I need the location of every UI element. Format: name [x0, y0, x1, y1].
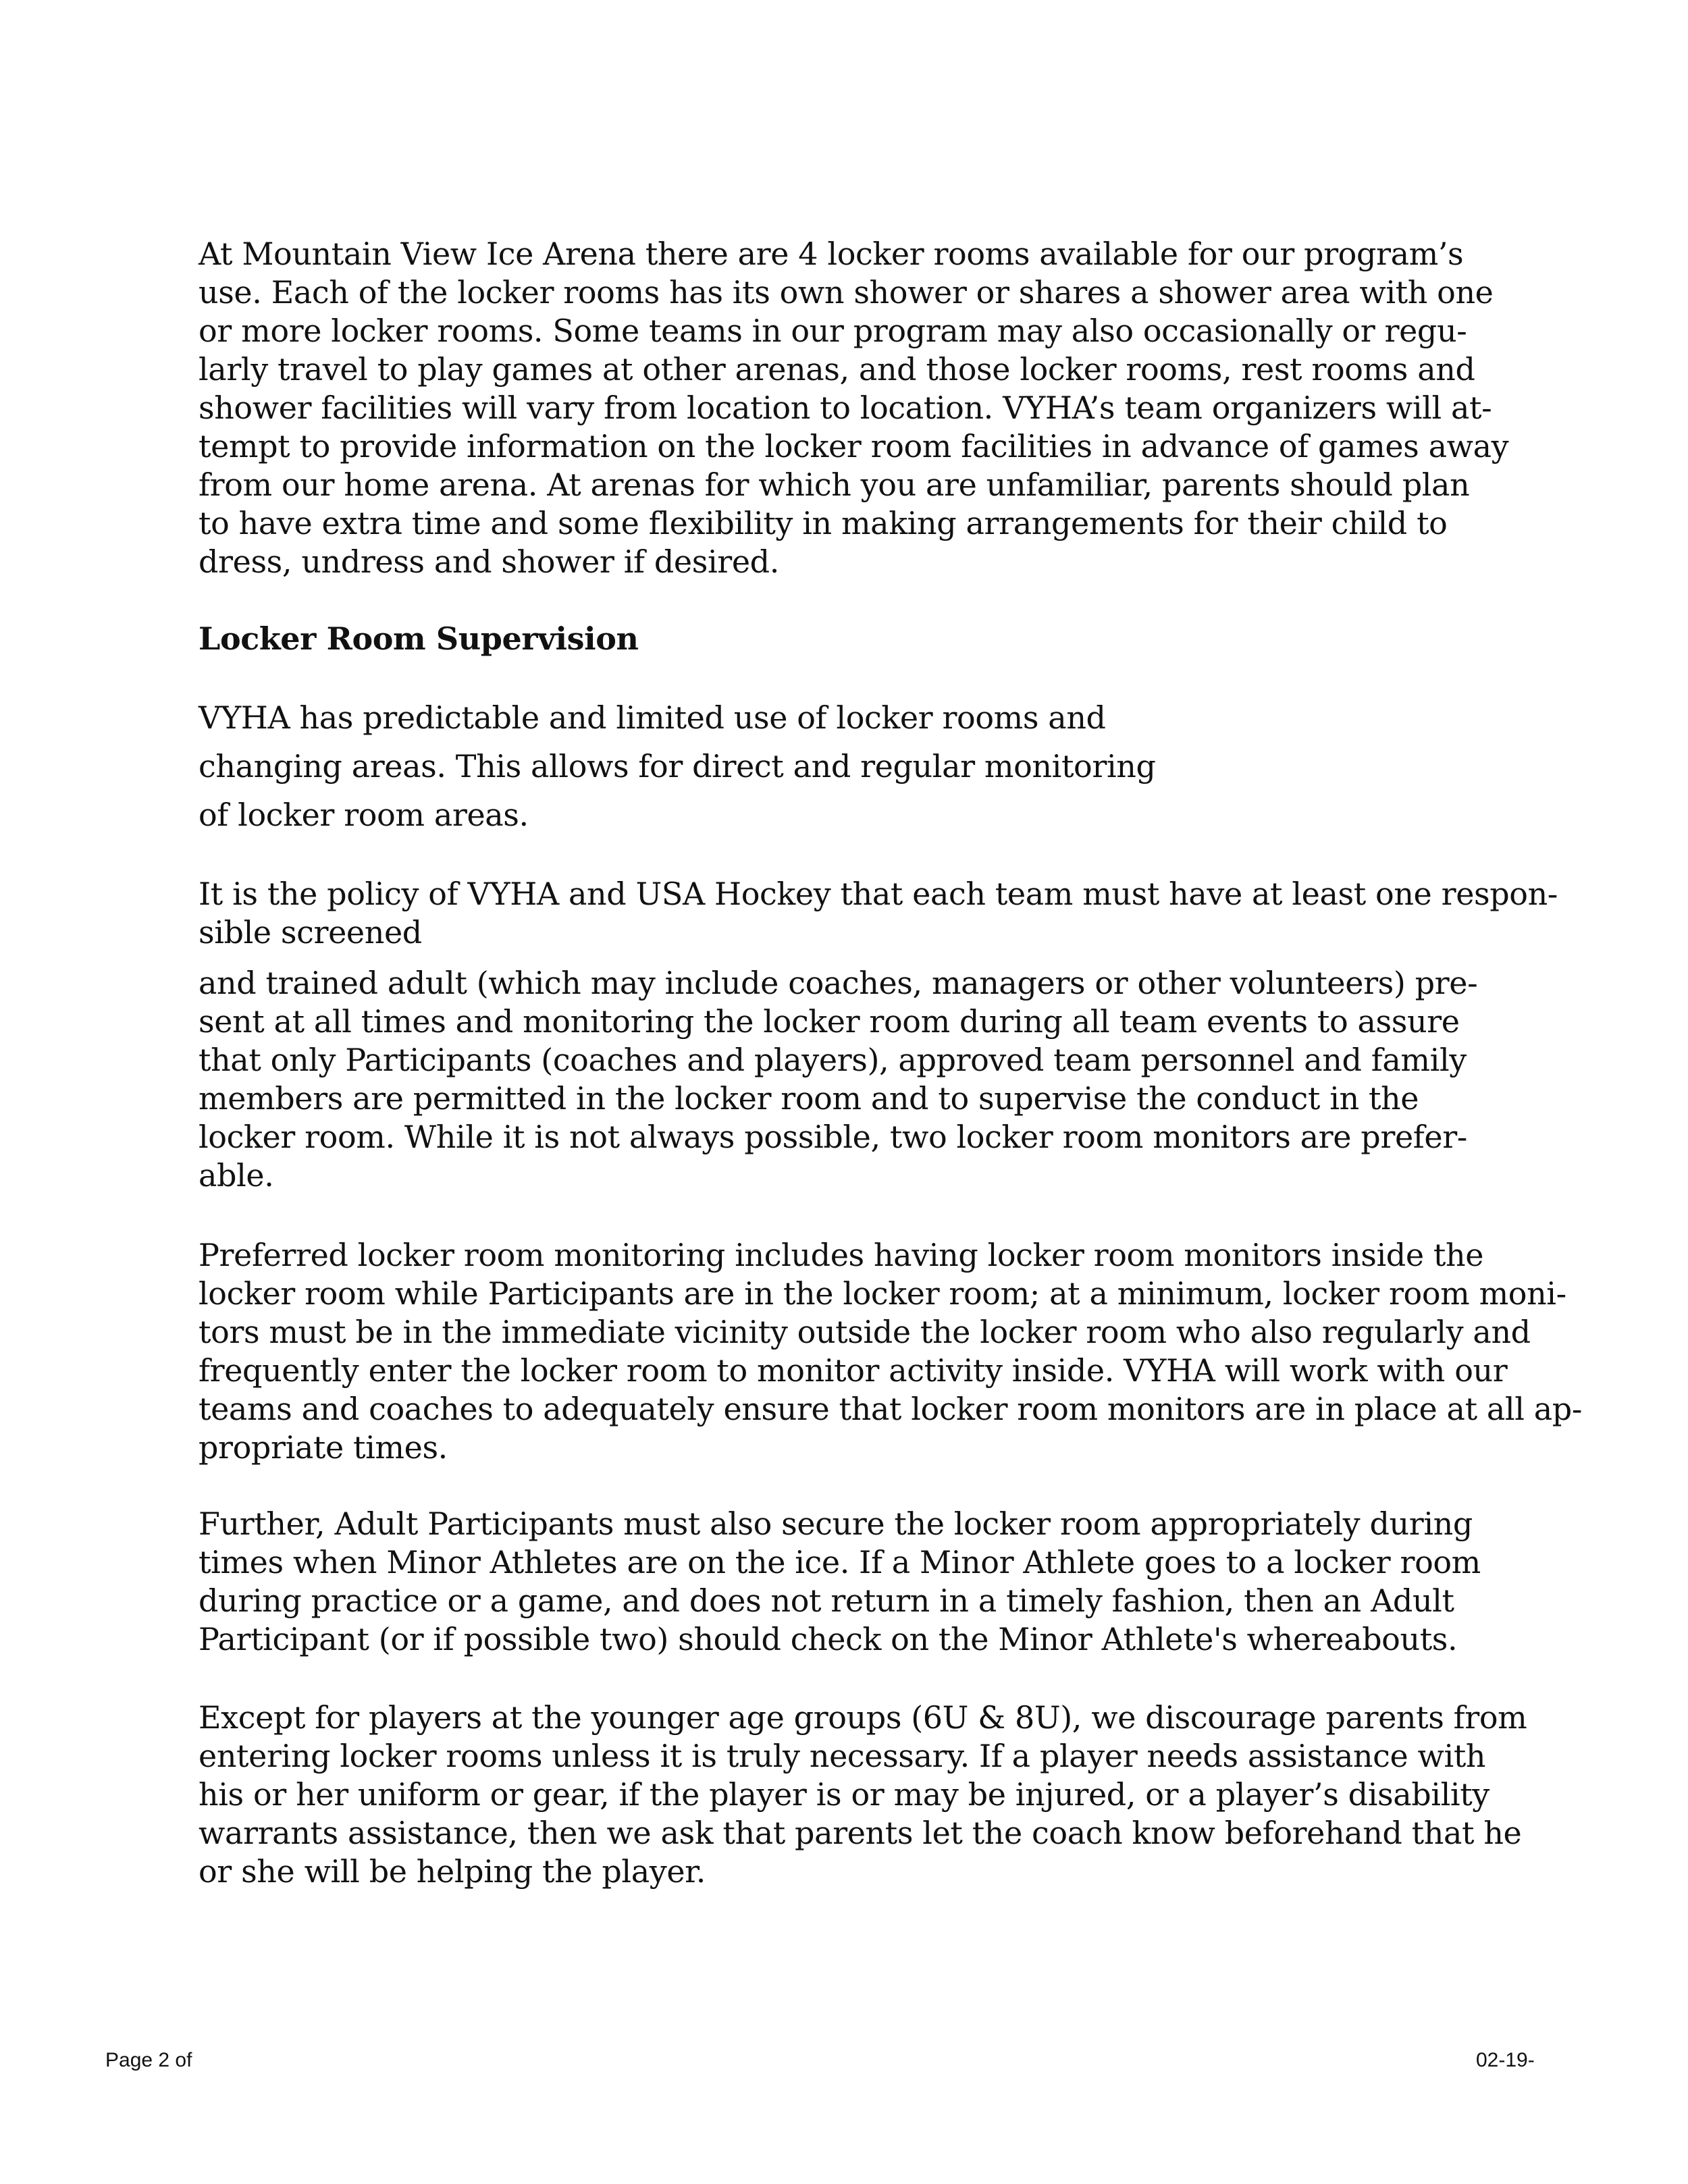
footer-page-number: Page 2 of	[105, 2049, 192, 2071]
text-line: locker room while Participants are in the locker room; at a minimum, locker room moni-	[199, 1275, 1566, 1312]
paragraph-secure-locker-room	[199, 1505, 1481, 1659]
text-line: sible screened	[199, 914, 422, 951]
text-line: changing areas. This allows for direct and regular monitoring	[199, 748, 1156, 784]
text-line: and trained adult (which may include coaches, managers or other volunteers) pre-	[199, 965, 1478, 1001]
text-line: times when Minor Athletes are on the ice. If a Minor Athlete goes to a locker room	[199, 1544, 1481, 1580]
text-line: tempt to provide information on the locker room facilities in advance of games away	[199, 428, 1509, 464]
text-line: Preferred locker room monitoring includes having locker room monitors inside the	[199, 1237, 1484, 1273]
text-line: from our home arena. At arenas for which you are unfamiliar, parents should plan	[199, 467, 1470, 503]
text-line: teams and coaches to adequately ensure that locker room monitors are in place at all ap-	[199, 1391, 1582, 1427]
text-line: frequently enter the locker room to monitor activity inside. VYHA will work with our	[199, 1352, 1508, 1389]
text-line: during practice or a game, and does not return in a timely fashion, then an Adult	[199, 1582, 1454, 1619]
text-line: his or her uniform or gear, if the player is or may be injured, or a player’s disability	[199, 1776, 1489, 1813]
text-line: entering locker rooms unless it is truly necessary. If a player needs assistance with	[199, 1738, 1486, 1774]
text-line: use. Each of the locker rooms has its own shower or shares a shower area with one	[199, 274, 1494, 311]
text-line: of locker room areas.	[199, 797, 529, 833]
paragraph-predictable-use	[199, 693, 1156, 839]
text-line: larly travel to play games at other arenas, and those locker rooms, rest rooms and	[199, 351, 1475, 388]
text-line: or more locker rooms. Some teams in our program may also occasionally or regu-	[199, 313, 1467, 349]
text-line: tors must be in the immediate vicinity outside the locker room who also regularly and	[199, 1314, 1531, 1350]
text-line: propriate times.	[199, 1429, 448, 1466]
text-line: members are permitted in the locker room and to supervise the conduct in the	[199, 1080, 1419, 1117]
text-line: dress, undress and shower if desired.	[199, 543, 779, 580]
paragraph-preferred-monitoring	[199, 1236, 1582, 1467]
paragraph-parents-entering	[199, 1699, 1527, 1891]
paragraph-locker-rooms-overview	[199, 235, 1508, 581]
section-heading-locker-room-supervision: Locker Room Supervision	[199, 620, 639, 657]
text-line: VYHA has predictable and limited use of locker rooms and	[199, 699, 1106, 736]
text-line: to have extra time and some flexibility in making arrangements for their child to	[199, 505, 1448, 541]
text-line: Participant (or if possible two) should check on the Minor Athlete's whereabouts.	[199, 1621, 1458, 1657]
text-line: warrants assistance, then we ask that parents let the coach know beforehand that he	[199, 1815, 1522, 1851]
paragraph-policy-intro	[199, 875, 1558, 952]
text-line: locker room. While it is not always possible, two locker room monitors are prefer-	[199, 1119, 1467, 1155]
text-line: At Mountain View Ice Arena there are 4 locker rooms available for our program’s	[199, 236, 1464, 272]
text-line: that only Participants (coaches and players), approved team personnel and family	[199, 1042, 1467, 1078]
text-line: Further, Adult Participants must also secure the locker room appropriately during	[199, 1506, 1473, 1542]
text-line: shower facilities will vary from location to location. VYHA’s team organizers will at-	[199, 390, 1492, 426]
footer-date: 02-19-	[1476, 2049, 1535, 2071]
text-line: Except for players at the younger age groups (6U & 8U), we discourage parents from	[199, 1699, 1527, 1736]
text-line: able.	[199, 1157, 274, 1194]
text-line: It is the policy of VYHA and USA Hockey that each team must have at least one respon-	[199, 876, 1558, 912]
text-line: sent at all times and monitoring the locker room during all team events to assure	[199, 1003, 1460, 1040]
text-line: or she will be helping the player.	[199, 1853, 706, 1890]
paragraph-policy-monitoring	[199, 964, 1477, 1195]
